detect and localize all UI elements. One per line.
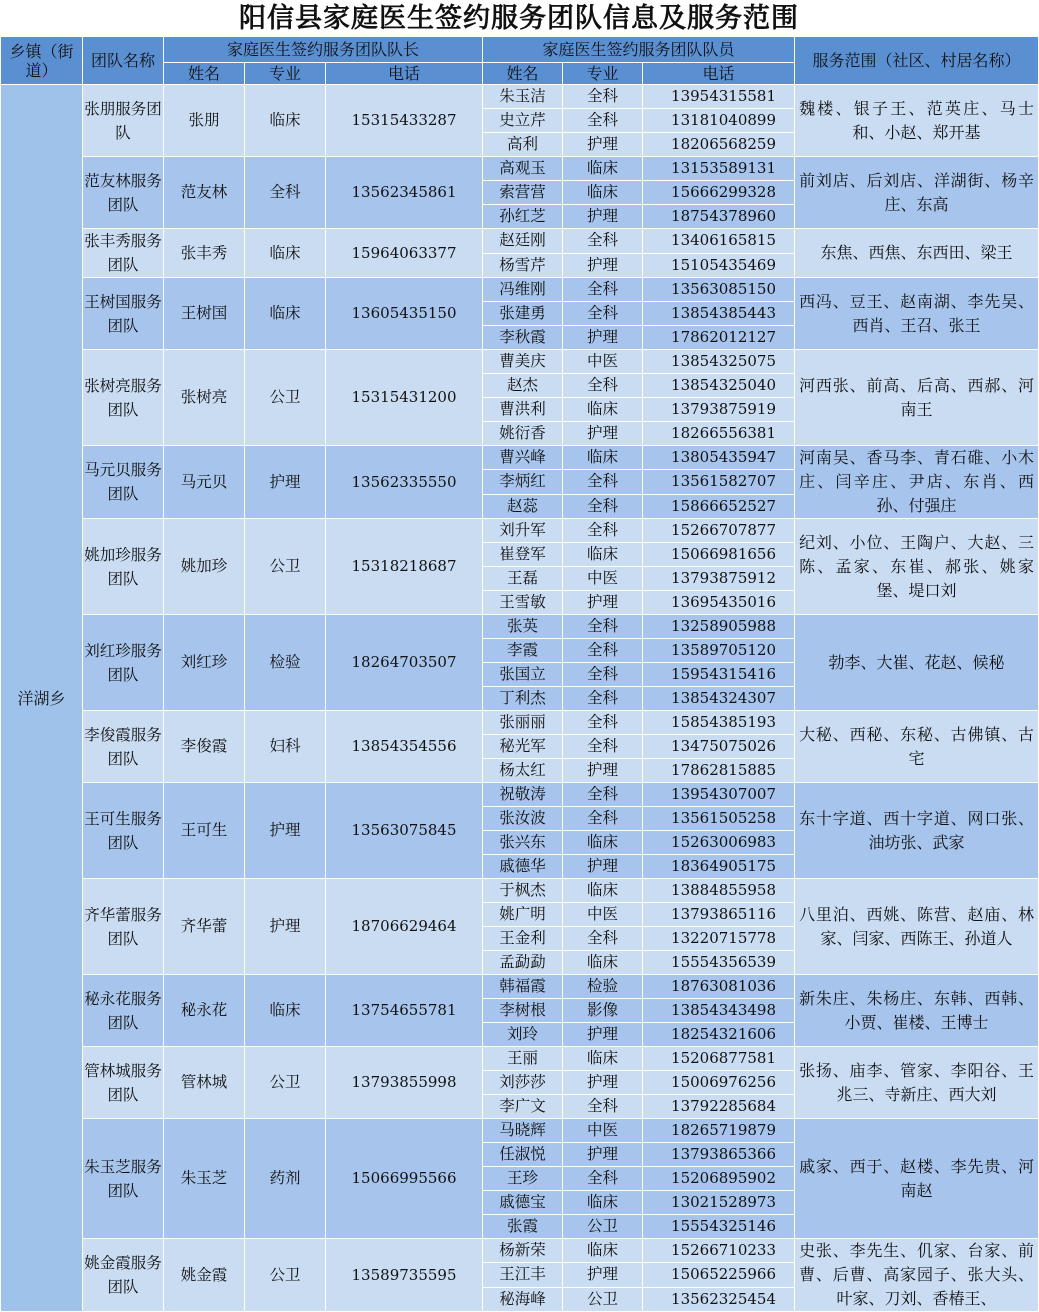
member-specialty-cell: 临床 <box>563 879 643 903</box>
member-phone-cell: 13854324307 <box>643 687 795 711</box>
table-row <box>1 1047 1039 1071</box>
leader-specialty-cell: 护理 <box>245 783 326 879</box>
member-name-cell: 张国立 <box>483 663 563 687</box>
leader-phone-cell: 13605435150 <box>326 278 483 350</box>
member-name-cell: 孙红芝 <box>483 205 563 229</box>
team-name-cell: 王树国服务团队 <box>83 278 164 350</box>
service-area-cell: 河西张、前高、后高、西郝、河南王 <box>795 350 1039 446</box>
header-member-group: 家庭医生签约服务团队队员 <box>483 37 795 63</box>
member-phone-cell: 13695435016 <box>643 591 795 615</box>
member-specialty-cell: 全科 <box>563 615 643 639</box>
member-specialty-cell: 检验 <box>563 975 643 999</box>
member-name-cell: 刘升军 <box>483 519 563 543</box>
leader-specialty-cell: 妇科 <box>245 711 326 783</box>
member-specialty-cell: 临床 <box>563 398 643 422</box>
table-row <box>1 1119 1039 1143</box>
member-name-cell: 丁利杰 <box>483 687 563 711</box>
leader-phone-cell: 15066995566 <box>326 1119 483 1239</box>
member-name-cell: 赵蕊 <box>483 494 563 518</box>
member-phone-cell: 13854325040 <box>643 374 795 398</box>
header-leader-phone: 电话 <box>326 63 483 85</box>
member-specialty-cell: 全科 <box>563 229 643 254</box>
table-row <box>1 278 1039 302</box>
member-name-cell: 戚德华 <box>483 855 563 879</box>
service-area-cell: 东十字道、西十字道、网口张、油坊张、武家 <box>795 783 1039 879</box>
member-phone-cell: 15206877581 <box>643 1047 795 1071</box>
member-specialty-cell: 护理 <box>563 591 643 615</box>
service-area-cell: 前刘店、后刘店、洋湖街、杨辛庄、东高 <box>795 157 1039 229</box>
leader-specialty-cell: 护理 <box>245 879 326 975</box>
service-area-cell: 纪刘、小位、王陶户、大赵、三陈、孟家、东崔、郝张、姚家堡、堤口刘 <box>795 519 1039 615</box>
member-specialty-cell: 临床 <box>563 543 643 567</box>
table-row <box>1 157 1039 181</box>
leader-phone-cell: 15318218687 <box>326 519 483 615</box>
leader-phone-cell: 15315433287 <box>326 85 483 157</box>
member-specialty-cell: 全科 <box>563 109 643 133</box>
team-name-cell: 李俊霞服务团队 <box>83 711 164 783</box>
member-name-cell: 任淑悦 <box>483 1143 563 1167</box>
member-phone-cell: 13258905988 <box>643 615 795 639</box>
service-area-cell: 史张、李先生、仉家、台家、前曹、后曹、高家园子、张大头、叶家、刀刘、香椿王、 <box>795 1239 1039 1312</box>
member-phone-cell: 15065225966 <box>643 1263 795 1287</box>
member-name-cell: 杨太红 <box>483 759 563 783</box>
leader-name-cell: 李俊霞 <box>164 711 245 783</box>
member-name-cell: 张丽丽 <box>483 711 563 735</box>
member-name-cell: 祝敬涛 <box>483 783 563 807</box>
leader-name-cell: 管林城 <box>164 1047 245 1119</box>
member-specialty-cell: 全科 <box>563 783 643 807</box>
member-phone-cell: 15266710233 <box>643 1239 795 1263</box>
member-phone-cell: 15206895902 <box>643 1167 795 1191</box>
header-leader-specialty: 专业 <box>245 63 326 85</box>
member-specialty-cell: 公卫 <box>563 1215 643 1239</box>
member-name-cell: 王磊 <box>483 567 563 591</box>
member-name-cell: 姚衍香 <box>483 422 563 446</box>
member-name-cell: 秘海峰 <box>483 1287 563 1311</box>
member-phone-cell: 18254321606 <box>643 1023 795 1047</box>
member-name-cell: 姚广明 <box>483 903 563 927</box>
member-specialty-cell: 全科 <box>563 494 643 518</box>
team-name-cell: 刘红珍服务团队 <box>83 615 164 711</box>
leader-specialty-cell: 公卫 <box>245 1047 326 1119</box>
leader-phone-cell: 15964063377 <box>326 229 483 278</box>
member-phone-cell: 15066981656 <box>643 543 795 567</box>
member-specialty-cell: 全科 <box>563 278 643 302</box>
team-name-cell: 管林城服务团队 <box>83 1047 164 1119</box>
header-team-name: 团队名称 <box>83 37 164 85</box>
member-name-cell: 张兴东 <box>483 831 563 855</box>
member-name-cell: 崔登军 <box>483 543 563 567</box>
leader-name-cell: 王树国 <box>164 278 245 350</box>
leader-specialty-cell: 全科 <box>245 157 326 229</box>
member-name-cell: 王江丰 <box>483 1263 563 1287</box>
member-specialty-cell: 全科 <box>563 302 643 326</box>
member-specialty-cell: 临床 <box>563 157 643 181</box>
member-specialty-cell: 全科 <box>563 711 643 735</box>
member-specialty-cell: 公卫 <box>563 1287 643 1311</box>
team-name-cell: 姚加珍服务团队 <box>83 519 164 615</box>
member-specialty-cell: 全科 <box>563 1167 643 1191</box>
member-name-cell: 张建勇 <box>483 302 563 326</box>
service-area-cell: 戚家、西于、赵楼、李先贵、河南赵 <box>795 1119 1039 1239</box>
member-name-cell: 李树根 <box>483 999 563 1023</box>
team-name-cell: 姚金霞服务团队 <box>83 1239 164 1312</box>
member-name-cell: 史立芹 <box>483 109 563 133</box>
member-specialty-cell: 临床 <box>563 1239 643 1263</box>
member-phone-cell: 17862815885 <box>643 759 795 783</box>
leader-phone-cell: 15315431200 <box>326 350 483 446</box>
member-specialty-cell: 全科 <box>563 639 643 663</box>
member-specialty-cell: 全科 <box>563 374 643 398</box>
member-phone-cell: 13021528973 <box>643 1191 795 1215</box>
member-specialty-cell: 护理 <box>563 1071 643 1095</box>
table-row <box>1 350 1039 374</box>
member-name-cell: 赵廷刚 <box>483 229 563 254</box>
leader-name-cell: 姚加珍 <box>164 519 245 615</box>
member-phone-cell: 18206568259 <box>643 133 795 157</box>
member-name-cell: 马晓辉 <box>483 1119 563 1143</box>
leader-specialty-cell: 公卫 <box>245 519 326 615</box>
member-phone-cell: 18763081036 <box>643 975 795 999</box>
team-table <box>0 36 1039 1312</box>
member-name-cell: 刘玲 <box>483 1023 563 1047</box>
team-name-cell: 秘永花服务团队 <box>83 975 164 1047</box>
member-phone-cell: 13589705120 <box>643 639 795 663</box>
member-name-cell: 王珍 <box>483 1167 563 1191</box>
member-phone-cell: 18266556381 <box>643 422 795 446</box>
member-specialty-cell: 临床 <box>563 1047 643 1071</box>
member-specialty-cell: 中医 <box>563 567 643 591</box>
leader-name-cell: 朱玉芝 <box>164 1119 245 1239</box>
member-phone-cell: 13562325454 <box>643 1287 795 1311</box>
table-row <box>1 975 1039 999</box>
member-phone-cell: 13793865366 <box>643 1143 795 1167</box>
member-name-cell: 孟勐勐 <box>483 951 563 975</box>
member-name-cell: 王丽 <box>483 1047 563 1071</box>
leader-name-cell: 张丰秀 <box>164 229 245 278</box>
member-name-cell: 韩福霞 <box>483 975 563 999</box>
member-specialty-cell: 中医 <box>563 350 643 374</box>
leader-phone-cell: 18706629464 <box>326 879 483 975</box>
member-specialty-cell: 全科 <box>563 470 643 494</box>
member-specialty-cell: 护理 <box>563 1143 643 1167</box>
member-phone-cell: 15854385193 <box>643 711 795 735</box>
member-specialty-cell: 临床 <box>563 1191 643 1215</box>
member-phone-cell: 13181040899 <box>643 109 795 133</box>
service-area-cell: 西冯、豆王、赵南湖、李先吴、西肖、王召、张王 <box>795 278 1039 350</box>
member-name-cell: 张汝波 <box>483 807 563 831</box>
member-phone-cell: 13563085150 <box>643 278 795 302</box>
leader-specialty-cell: 临床 <box>245 975 326 1047</box>
leader-name-cell: 范友林 <box>164 157 245 229</box>
member-phone-cell: 13954307007 <box>643 783 795 807</box>
member-specialty-cell: 护理 <box>563 253 643 278</box>
member-name-cell: 秘光军 <box>483 735 563 759</box>
member-phone-cell: 13954315581 <box>643 85 795 109</box>
member-name-cell: 于枫杰 <box>483 879 563 903</box>
member-name-cell: 索营营 <box>483 181 563 205</box>
leader-phone-cell: 13754655781 <box>326 975 483 1047</box>
member-name-cell: 张霞 <box>483 1215 563 1239</box>
service-area-cell: 河南吴、香马李、青石碓、小木庄、闫辛庄、尹店、东肖、西孙、付强庄 <box>795 446 1039 519</box>
service-area-cell: 勃李、大崔、花赵、候秘 <box>795 615 1039 711</box>
member-specialty-cell: 护理 <box>563 133 643 157</box>
table-row <box>1 446 1039 470</box>
leader-name-cell: 姚金霞 <box>164 1239 245 1312</box>
team-name-cell: 张丰秀服务团队 <box>83 229 164 278</box>
leader-specialty-cell: 临床 <box>245 278 326 350</box>
leader-specialty-cell: 药剂 <box>245 1119 326 1239</box>
table-body <box>1 85 1039 1312</box>
member-phone-cell: 17862012127 <box>643 326 795 350</box>
member-specialty-cell: 护理 <box>563 1263 643 1287</box>
member-specialty-cell: 临床 <box>563 951 643 975</box>
member-specialty-cell: 临床 <box>563 831 643 855</box>
leader-phone-cell: 13793855998 <box>326 1047 483 1119</box>
member-specialty-cell: 护理 <box>563 855 643 879</box>
member-name-cell: 刘莎莎 <box>483 1071 563 1095</box>
leader-phone-cell: 13563075845 <box>326 783 483 879</box>
member-phone-cell: 15666299328 <box>643 181 795 205</box>
table-row <box>1 615 1039 639</box>
leader-name-cell: 刘红珍 <box>164 615 245 711</box>
table-row <box>1 229 1039 254</box>
team-name-cell: 张朋服务团队 <box>83 85 164 157</box>
table-row <box>1 879 1039 903</box>
service-area-cell: 魏楼、银子王、范英庄、马士和、小赵、郑开基 <box>795 85 1039 157</box>
member-name-cell: 王雪敏 <box>483 591 563 615</box>
team-name-cell: 王可生服务团队 <box>83 783 164 879</box>
member-phone-cell: 15006976256 <box>643 1071 795 1095</box>
member-phone-cell: 15263006983 <box>643 831 795 855</box>
member-name-cell: 李广文 <box>483 1095 563 1119</box>
member-phone-cell: 13884855958 <box>643 879 795 903</box>
member-specialty-cell: 护理 <box>563 422 643 446</box>
member-phone-cell: 13475075026 <box>643 735 795 759</box>
leader-phone-cell: 18264703507 <box>326 615 483 711</box>
member-phone-cell: 13220715778 <box>643 927 795 951</box>
member-phone-cell: 13854343498 <box>643 999 795 1023</box>
member-phone-cell: 13854325075 <box>643 350 795 374</box>
member-specialty-cell: 全科 <box>563 663 643 687</box>
member-phone-cell: 15866652527 <box>643 494 795 518</box>
member-phone-cell: 18754378960 <box>643 205 795 229</box>
service-area-cell: 东焦、西焦、东西田、梁王 <box>795 229 1039 278</box>
member-specialty-cell: 全科 <box>563 807 643 831</box>
member-phone-cell: 13854385443 <box>643 302 795 326</box>
leader-specialty-cell: 公卫 <box>245 350 326 446</box>
service-area-cell: 新朱庄、朱杨庄、东韩、西韩、小贾、崔楼、王博士 <box>795 975 1039 1047</box>
member-name-cell: 曹洪利 <box>483 398 563 422</box>
member-name-cell: 朱玉洁 <box>483 85 563 109</box>
service-area-cell: 大秘、西秘、东秘、古佛镇、古宅 <box>795 711 1039 783</box>
leader-name-cell: 秘永花 <box>164 975 245 1047</box>
leader-specialty-cell: 护理 <box>245 446 326 519</box>
member-name-cell: 冯维刚 <box>483 278 563 302</box>
team-name-cell: 马元贝服务团队 <box>83 446 164 519</box>
member-specialty-cell: 影像 <box>563 999 643 1023</box>
member-name-cell: 曹兴峰 <box>483 446 563 470</box>
member-name-cell: 杨雪芹 <box>483 253 563 278</box>
leader-phone-cell: 13854354556 <box>326 711 483 783</box>
leader-phone-cell: 13589735595 <box>326 1239 483 1312</box>
member-specialty-cell: 全科 <box>563 1095 643 1119</box>
header-member-phone: 电话 <box>643 63 795 85</box>
member-phone-cell: 13805435947 <box>643 446 795 470</box>
member-specialty-cell: 全科 <box>563 519 643 543</box>
leader-phone-cell: 13562335550 <box>326 446 483 519</box>
member-phone-cell: 13561505258 <box>643 807 795 831</box>
leader-name-cell: 齐华蕾 <box>164 879 245 975</box>
team-name-cell: 范友林服务团队 <box>83 157 164 229</box>
header-leader-name: 姓名 <box>164 63 245 85</box>
member-specialty-cell: 临床 <box>563 446 643 470</box>
member-phone-cell: 13793875912 <box>643 567 795 591</box>
leader-phone-cell: 13562345861 <box>326 157 483 229</box>
member-specialty-cell: 护理 <box>563 205 643 229</box>
member-phone-cell: 15954315416 <box>643 663 795 687</box>
member-specialty-cell: 中医 <box>563 903 643 927</box>
table-row <box>1 519 1039 543</box>
member-specialty-cell: 全科 <box>563 85 643 109</box>
member-phone-cell: 13792285684 <box>643 1095 795 1119</box>
table-row <box>1 1239 1039 1263</box>
team-name-cell: 张树亮服务团队 <box>83 350 164 446</box>
member-phone-cell: 18364905175 <box>643 855 795 879</box>
header-member-name: 姓名 <box>483 63 563 85</box>
member-name-cell: 张英 <box>483 615 563 639</box>
table-row <box>1 711 1039 735</box>
member-name-cell: 戚德宝 <box>483 1191 563 1215</box>
member-specialty-cell: 护理 <box>563 326 643 350</box>
page-title: 阳信县家庭医生签约服务团队信息及服务范围 <box>239 3 799 34</box>
member-name-cell: 李炳红 <box>483 470 563 494</box>
member-specialty-cell: 护理 <box>563 759 643 783</box>
member-name-cell: 曹美庆 <box>483 350 563 374</box>
leader-name-cell: 张朋 <box>164 85 245 157</box>
member-specialty-cell: 中医 <box>563 1119 643 1143</box>
member-phone-cell: 13793875919 <box>643 398 795 422</box>
member-specialty-cell: 护理 <box>563 1023 643 1047</box>
leader-specialty-cell: 临床 <box>245 85 326 157</box>
team-name-cell: 齐华蕾服务团队 <box>83 879 164 975</box>
leader-specialty-cell: 检验 <box>245 615 326 711</box>
member-specialty-cell: 全科 <box>563 927 643 951</box>
member-phone-cell: 15554325146 <box>643 1215 795 1239</box>
member-phone-cell: 13153589131 <box>643 157 795 181</box>
member-name-cell: 高利 <box>483 133 563 157</box>
member-name-cell: 李霞 <box>483 639 563 663</box>
member-specialty-cell: 全科 <box>563 735 643 759</box>
member-phone-cell: 13793865116 <box>643 903 795 927</box>
member-specialty-cell: 临床 <box>563 181 643 205</box>
member-name-cell: 高观玉 <box>483 157 563 181</box>
leader-name-cell: 马元贝 <box>164 446 245 519</box>
service-area-cell: 八里泊、西姚、陈营、赵庙、林家、闫家、西陈王、孙道人 <box>795 879 1039 975</box>
header-scope: 服务范围（社区、村居名称） <box>795 37 1039 85</box>
team-name-cell: 朱玉芝服务团队 <box>83 1119 164 1239</box>
member-phone-cell: 18265719879 <box>643 1119 795 1143</box>
table-row <box>1 85 1039 109</box>
leader-specialty-cell: 公卫 <box>245 1239 326 1312</box>
town-cell: 洋湖乡 <box>1 85 83 1312</box>
header-leader-group: 家庭医生签约服务团队队长 <box>164 37 483 63</box>
member-name-cell: 王金利 <box>483 927 563 951</box>
member-name-cell: 杨新荣 <box>483 1239 563 1263</box>
header-town: 乡镇（街道） <box>1 37 83 85</box>
leader-name-cell: 王可生 <box>164 783 245 879</box>
header-member-specialty: 专业 <box>563 63 643 85</box>
leader-specialty-cell: 临床 <box>245 229 326 278</box>
member-name-cell: 赵杰 <box>483 374 563 398</box>
member-phone-cell: 13561582707 <box>643 470 795 494</box>
service-area-cell: 张扬、庙李、管家、李阳谷、王兆三、寺新庄、西大刘 <box>795 1047 1039 1119</box>
member-phone-cell: 15266707877 <box>643 519 795 543</box>
member-name-cell: 李秋霞 <box>483 326 563 350</box>
member-phone-cell: 15105435469 <box>643 253 795 278</box>
leader-name-cell: 张树亮 <box>164 350 245 446</box>
member-phone-cell: 15554356539 <box>643 951 795 975</box>
member-phone-cell: 13406165815 <box>643 229 795 254</box>
member-specialty-cell: 全科 <box>563 687 643 711</box>
table-row <box>1 783 1039 807</box>
